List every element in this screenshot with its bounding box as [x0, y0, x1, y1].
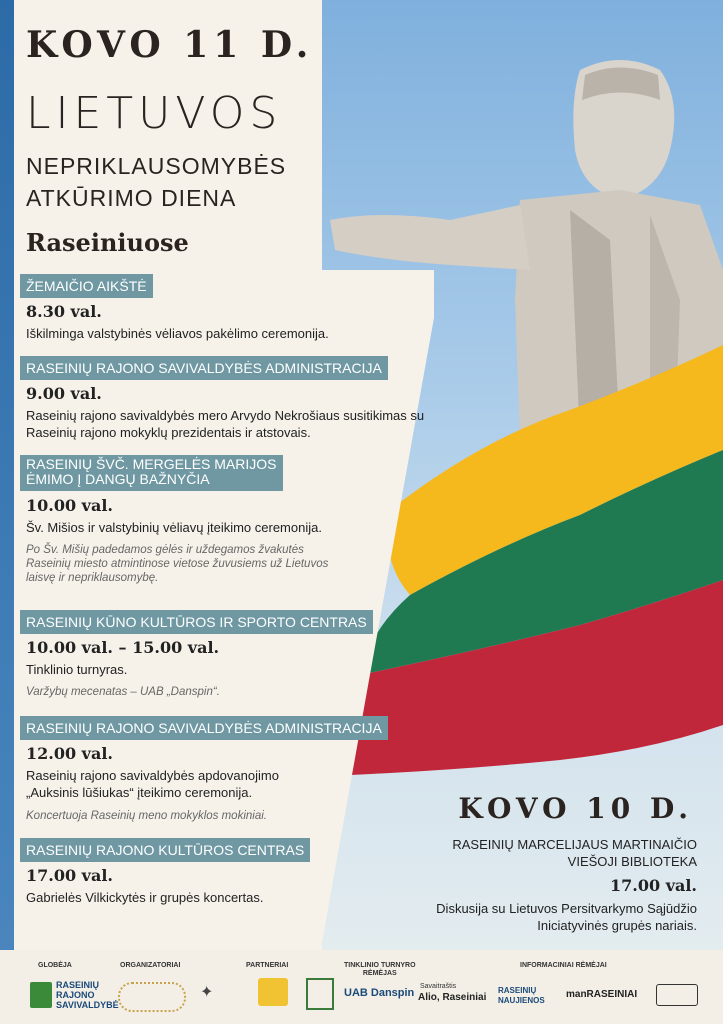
man-raseiniai-logo: manRASEINIAI [566, 989, 638, 1000]
event-time: 12.00 val. [26, 744, 113, 763]
event-time: 10.00 val. [26, 496, 113, 515]
event-venue: RASEINIŲ KŪNO KULTŪROS IR SPORTO CENTRAS [20, 610, 373, 634]
camera-logo-icon [656, 984, 698, 1006]
alio-raseiniai-logo: Alio, Raseiniai [418, 992, 487, 1003]
event-description: Šv. Mišios ir valstybinių vėliavų įteikimo ceremonija. [26, 520, 322, 535]
event-description: Iškilminga valstybinės vėliavos pakėlimo ceremonija. [26, 326, 329, 341]
event-description: Raseinių rajono savivaldybės mero Arvydo Nekrošiaus susitikimas su Raseinių rajono mokyklų prezidentais ir atstovais. [26, 408, 425, 440]
municipality-logo: RASEINIŲ RAJONO SAVIVALDYBĖ [56, 980, 119, 1010]
event-note: Po Šv. Mišių padedamos gėlės ir uždegamos žvakutės Raseinių miesto atmintinose vietose žuvusiems už Lietuvos laisvę ir nepriklausomybę. [26, 544, 329, 584]
event-time: 8.30 val. [26, 302, 102, 321]
main-date: KOVO 11 D. [26, 24, 314, 66]
rjrt-logo [258, 978, 288, 1006]
page-title: LIETUVOS [26, 88, 283, 139]
event-venue: RASEINIŲ RAJONO SAVIVALDYBĖS ADMINISTRACIJA [20, 356, 388, 380]
event-time: 10.00 val. – 15.00 val. [26, 638, 220, 657]
library-event-time: 17.00 val. [610, 876, 697, 895]
library-logo [306, 978, 334, 1010]
patron-heading: GLOBĖJA [38, 962, 72, 969]
tournament-sponsor-heading: TINKLINIO TURNYRO RĖMĖJAS [344, 962, 416, 977]
event-description: Tinklinio turnyras. [26, 662, 128, 677]
library-venue: RASEINIŲ MARCELIJAUS MARTINAIČIO VIEŠOJI BIBLIOTEKA [452, 837, 697, 869]
event-note: Varžybų mecenatas – UAB „Danspin“. [26, 686, 220, 698]
left-accent-strip [0, 0, 14, 950]
event-time: 9.00 val. [26, 384, 102, 403]
partners-heading: PARTNERIAI [246, 962, 289, 969]
event-venue: ŽEMAIČIO AIKŠTĖ [20, 274, 153, 298]
event-time: 17.00 val. [26, 866, 113, 885]
coat-of-arms-icon [30, 982, 52, 1008]
alio-small-label: Savaitraštis [420, 983, 457, 990]
media-sponsors-heading: INFORMACINIAI RĖMĖJAI [520, 962, 607, 969]
page-subtitle: NEPRIKLAUSOMYBĖS ATKŪRIMO DIENA [26, 153, 287, 211]
danspin-logo: UAB Danspin [344, 987, 415, 999]
city-heading: Raseiniuose [26, 228, 189, 257]
event-venue: RASEINIŲ RAJONO SAVIVALDYBĖS ADMINISTRACIJA [20, 716, 388, 740]
partner-logo-icon: ✦ [200, 984, 214, 1001]
event-description: Gabrielės Vilkickytės ir grupės koncertas. [26, 890, 264, 905]
event-venue: RASEINIŲ ŠVČ. MERGELĖS MARIJOS ĖMIMO Į DANGŲ BAŽNYČIA [20, 455, 283, 491]
library-event-description: Diskusija su Lietuvos Persitvarkymo Sąjūdžio Iniciatyvinės grupės nariais. [436, 901, 697, 933]
event-note: Koncertuoja Raseinių meno mokyklos mokiniai. [26, 810, 267, 822]
event-description: Raseinių rajono savivaldybės apdovanojimo „Auksinis lūšiukas“ įteikimo ceremonija. [26, 768, 279, 800]
secondary-date: KOVO 10 D. [458, 792, 693, 825]
culture-center-logo [118, 982, 186, 1012]
organizers-heading: ORGANIZATORIAI [120, 962, 181, 969]
raseiniu-naujienos-logo: RASEINIŲ NAUJIENOS [498, 986, 545, 1005]
event-venue: RASEINIŲ RAJONO KULTŪROS CENTRAS [20, 838, 310, 862]
